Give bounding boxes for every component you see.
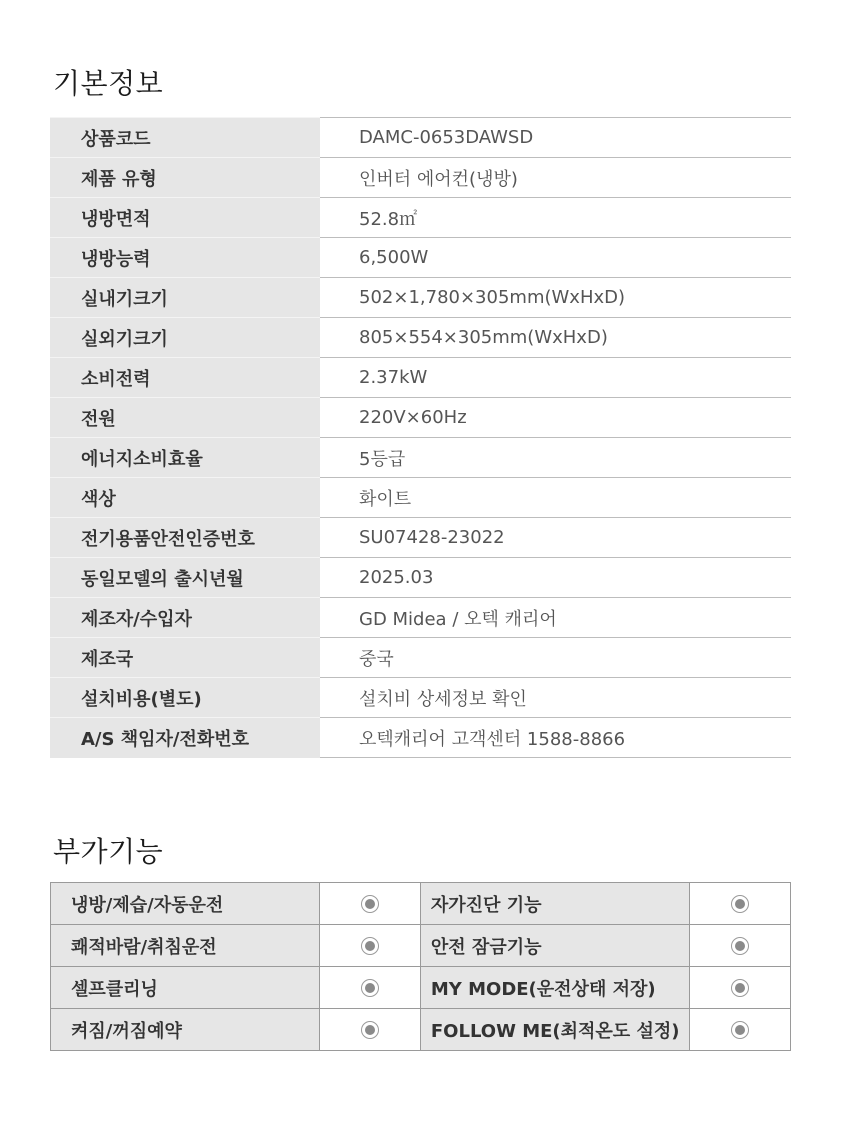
feature-row — [51, 1009, 791, 1051]
feature-row — [51, 925, 791, 967]
spec-row — [50, 278, 791, 318]
radio-selected-icon — [361, 1021, 379, 1039]
spec-label: 소비전력 — [50, 358, 320, 398]
spec-label: 전원 — [50, 398, 320, 438]
feature-label: 냉방/제습/자동운전 — [51, 883, 320, 925]
spec-value: GD Midea / 오텍 캐리어 — [320, 598, 791, 638]
spec-label: 실외기크기 — [50, 318, 320, 358]
radio-selected-icon — [731, 895, 749, 913]
feature-mark — [320, 967, 421, 1009]
basic-info-title: 기본정보 — [53, 67, 164, 100]
spec-value: 2025.03 — [320, 558, 791, 598]
spec-value: 220V×60Hz — [320, 398, 791, 438]
spec-row — [50, 398, 791, 438]
radio-selected-icon — [361, 937, 379, 955]
spec-label: 제조국 — [50, 638, 320, 678]
spec-row — [50, 438, 791, 478]
feature-mark — [690, 967, 791, 1009]
radio-selected-icon — [361, 895, 379, 913]
spec-table — [50, 117, 791, 758]
spec-row — [50, 718, 791, 758]
feature-mark — [690, 883, 791, 925]
spec-value: 인버터 에어컨(냉방) — [320, 158, 791, 198]
spec-row — [50, 478, 791, 518]
spec-value: 설치비 상세정보 확인 — [320, 678, 791, 718]
feature-row — [51, 883, 791, 925]
spec-row — [50, 198, 791, 238]
spec-label: 냉방능력 — [50, 238, 320, 278]
spec-label: 전기용품안전인증번호 — [50, 518, 320, 558]
feature-label: FOLLOW ME(최적온도 설정) — [420, 1009, 689, 1051]
spec-row — [50, 238, 791, 278]
spec-label: 제조자/수입자 — [50, 598, 320, 638]
spec-value: 6,500W — [320, 238, 791, 278]
spec-row — [50, 318, 791, 358]
spec-label: 색상 — [50, 478, 320, 518]
feature-label: 안전 잠금기능 — [420, 925, 689, 967]
spec-label: 냉방면적 — [50, 198, 320, 238]
spec-value: 52.8㎡ — [320, 198, 791, 238]
feature-mark — [690, 925, 791, 967]
feature-mark — [320, 883, 421, 925]
spec-row — [50, 518, 791, 558]
spec-label: 상품코드 — [50, 118, 320, 158]
spec-row — [50, 158, 791, 198]
features-table — [50, 882, 791, 1051]
feature-label: 켜짐/꺼짐예약 — [51, 1009, 320, 1051]
spec-value: 2.37kW — [320, 358, 791, 398]
feature-label: 자가진단 기능 — [420, 883, 689, 925]
extra-features-title: 부가기능 — [53, 835, 164, 868]
feature-label: MY MODE(운전상태 저장) — [420, 967, 689, 1009]
spec-label: 제품 유형 — [50, 158, 320, 198]
spec-value: SU07428-23022 — [320, 518, 791, 558]
spec-value: 5등급 — [320, 438, 791, 478]
spec-value: 502×1,780×305mm(WxHxD) — [320, 278, 791, 318]
spec-value: 화이트 — [320, 478, 791, 518]
spec-value: 오텍캐리어 고객센터 1588-8866 — [320, 718, 791, 758]
feature-mark — [690, 1009, 791, 1051]
spec-row — [50, 638, 791, 678]
spec-label: 설치비용(별도) — [50, 678, 320, 718]
spec-row — [50, 118, 791, 158]
radio-selected-icon — [361, 979, 379, 997]
spec-label: 에너지소비효율 — [50, 438, 320, 478]
spec-label: 동일모델의 출시년월 — [50, 558, 320, 598]
spec-row — [50, 598, 791, 638]
feature-row — [51, 967, 791, 1009]
feature-label: 쾌적바람/취침운전 — [51, 925, 320, 967]
spec-label: 실내기크기 — [50, 278, 320, 318]
spec-row — [50, 358, 791, 398]
feature-label: 셀프클리닝 — [51, 967, 320, 1009]
spec-row — [50, 678, 791, 718]
spec-label: A/S 책임자/전화번호 — [50, 718, 320, 758]
spec-value: DAMC-0653DAWSD — [320, 118, 791, 158]
feature-mark — [320, 1009, 421, 1051]
spec-row — [50, 558, 791, 598]
radio-selected-icon — [731, 979, 749, 997]
spec-value: 805×554×305mm(WxHxD) — [320, 318, 791, 358]
radio-selected-icon — [731, 1021, 749, 1039]
radio-selected-icon — [731, 937, 749, 955]
spec-value: 중국 — [320, 638, 791, 678]
feature-mark — [320, 925, 421, 967]
